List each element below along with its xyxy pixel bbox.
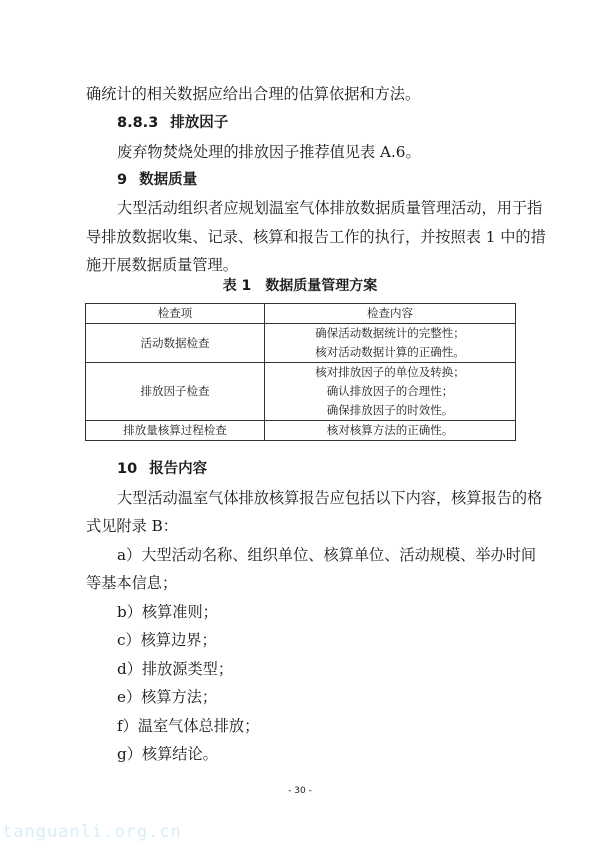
- section-number: 8.8.3: [117, 115, 159, 131]
- column-header: 检查项: [86, 304, 265, 324]
- section-number: 10: [117, 461, 138, 477]
- section-heading-8-8-3: [117, 113, 516, 133]
- section-title: 数据质量: [139, 172, 198, 188]
- watermark: tanguanli.org.cn: [2, 822, 182, 842]
- table-title: 数据质量管理方案: [265, 278, 378, 294]
- table-row: [86, 363, 516, 421]
- data-quality-table: [85, 303, 516, 441]
- check-content: [265, 363, 516, 421]
- check-content: [265, 421, 516, 441]
- table-caption: [0, 276, 600, 296]
- list-item: b）核算准则；: [117, 603, 218, 621]
- check-content: [265, 324, 516, 363]
- content-line: 确认排放因子的合理性；: [326, 384, 454, 398]
- table-number: 表 1: [222, 278, 252, 294]
- paragraph-continuation: 确统计的相关数据应给出合理的估算依据和方法。: [86, 85, 421, 103]
- content-line: 确保活动数据统计的完整性；: [315, 326, 465, 340]
- paragraph-line: 导排放数据收集、记录、核算和报告工作的执行，并按照表 1 中的措: [86, 228, 546, 246]
- content-line: 核对核算方法的正确性。: [326, 423, 454, 437]
- paragraph-emission-factor: 废弃物焚烧处理的排放因子推荐值见表 A.6。: [117, 143, 421, 161]
- paragraph-line: 施开展数据质量管理。: [86, 256, 238, 274]
- section-number: 9: [117, 172, 128, 188]
- paragraph-line: 大型活动温室气体排放核算报告应包括以下内容，核算报告的格: [117, 489, 543, 507]
- section-title: 排放因子: [170, 115, 229, 131]
- section-title: 报告内容: [149, 461, 208, 477]
- list-item: d）排放源类型；: [117, 660, 234, 678]
- list-item: f）温室气体总排放；: [117, 717, 260, 735]
- content-line: 核对排放因子的单位及转换；: [315, 365, 465, 379]
- table-header-row: [86, 304, 516, 324]
- list-item: a）大型活动名称、组织单位、核算单位、活动规模、举办时间: [117, 546, 537, 564]
- section-heading-10: [117, 459, 516, 479]
- check-item: 排放量核算过程检查: [86, 421, 265, 441]
- check-item: 活动数据检查: [86, 324, 265, 363]
- content-line: 确保排放因子的时效性。: [326, 403, 454, 417]
- page-number: - 30 -: [288, 786, 312, 796]
- list-item: c）核算边界；: [117, 631, 217, 649]
- content-line: 核对活动数据计算的正确性。: [315, 345, 465, 359]
- column-header: 检查内容: [265, 304, 516, 324]
- table-row: [86, 324, 516, 363]
- list-item-continuation: 等基本信息；: [86, 574, 178, 592]
- paragraph-line: 大型活动组织者应规划温室气体排放数据质量管理活动，用于指: [117, 199, 543, 217]
- table-row: [86, 421, 516, 441]
- check-item: 排放因子检查: [86, 363, 265, 421]
- list-item: e）核算方法；: [117, 688, 218, 706]
- paragraph-line: 式见附录 B：: [86, 517, 178, 535]
- list-item: g）核算结论。: [117, 745, 218, 763]
- section-heading-9: [117, 170, 516, 190]
